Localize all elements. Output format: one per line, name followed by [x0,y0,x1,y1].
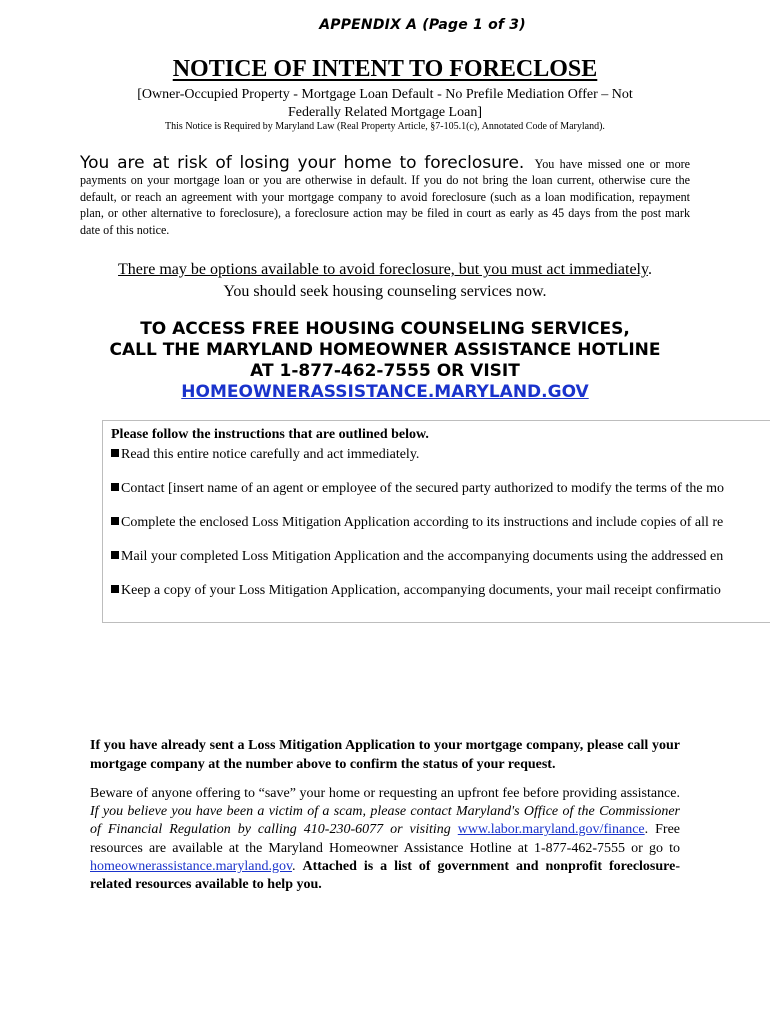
risk-body-text: You have missed one or more payments on your mortgage loan or you are otherwise in default. If you do not bring the loan current, otherwise cure the default, or reach an agreement with your mortgage company to avoid foreclosure (such as a loan modification, repayment plan, or other alternative to foreclosure), a foreclosure action may be filed in court as early as 45 days from the post mark date of this notice. [80,157,691,237]
free-resources-text: . Free resources are available at the Maryland Homeowner Assistance Hotline at 1-877-462-7555 or go to [90,822,681,856]
instruction-text: Mail your completed Loss Mitigation Application and the accompanying documents using the addressed en [121,549,724,564]
options-period: . [647,261,652,278]
already-sent-paragraph: If you have already sent a Loss Mitigation Application to your mortgage company, please call your mortgage company at the number above to confirm the status of your request. [90,738,680,772]
square-bullet-icon [111,517,119,525]
finance-regulation-link[interactable]: www.labor.maryland.gov/finance [457,822,645,838]
square-bullet-icon [111,585,119,593]
options-underlined-text: There may be options available to avoid foreclosure, but you must act immediately [118,261,648,278]
instruction-text: Contact [insert name of an agent or employee of the secured party authorized to modify the terms of the mo [121,481,724,496]
homeowner-assistance-link[interactable]: homeownerassistance.maryland.gov [90,858,293,874]
scam-warning-paragraph [90,785,680,894]
hotline-website-link[interactable]: HOMEOWNERASSISTANCE.MARYLAND.GOV [181,382,589,402]
instruction-item [111,515,723,531]
instruction-text: Complete the enclosed Loss Mitigation Application according to its instructions and include copies of all re [121,515,724,530]
square-bullet-icon [111,449,119,457]
notice-subtitle: [Owner-Occupied Property - Mortgage Loan Default - No Prefile Mediation Offer – Not Federally Related Mortgage Loan] [137,87,633,120]
separator-text: . [292,858,303,874]
legal-requirement-note: This Notice is Required by Maryland Law (Real Property Article, §7-105.1(c), Annotated Code of Maryland). [165,121,605,132]
risk-lead-text: You are at risk of losing your home to foreclosure. [80,153,525,173]
instruction-item [111,481,724,497]
instruction-text: Read this entire notice carefully and act immediately. [121,447,420,462]
hotline-block [0,319,770,403]
square-bullet-icon [111,483,119,491]
instruction-item [111,549,723,565]
hotline-line-2: CALL THE MARYLAND HOMEOWNER ASSISTANCE HOTLINE [109,340,661,360]
instruction-item [111,447,419,463]
attached-resources-text: Attached is a list of government and nonprofit foreclosure-related resources available to help you. [90,858,681,893]
square-bullet-icon [111,551,119,559]
risk-paragraph [80,155,690,238]
scam-victim-text: If you believe you have been a victim of a scam, please contact Maryland's Office of the Commissioner of Financial Regulation by calling 410-230-6077 or visiting [90,804,680,838]
hotline-line-3: AT 1-877-462-7555 OR VISIT [250,361,520,381]
counseling-statement: You should seek housing counseling services now. [223,283,547,300]
options-statement [0,261,770,279]
scam-warning-text: Beware of anyone offering to “save” your home or requesting an upfront fee before providing assistance. [90,786,680,801]
appendix-label: APPENDIX A (Page 1 of 3) [319,17,526,33]
page-title: NOTICE OF INTENT TO FORECLOSE [172,56,598,82]
instruction-text: Keep a copy of your Loss Mitigation Application, accompanying documents, your mail receipt confirmatio [121,583,721,598]
instructions-heading: Please follow the instructions that are outlined below. [111,427,429,442]
instruction-item [111,583,721,599]
hotline-line-1: TO ACCESS FREE HOUSING COUNSELING SERVICES, [140,319,630,339]
